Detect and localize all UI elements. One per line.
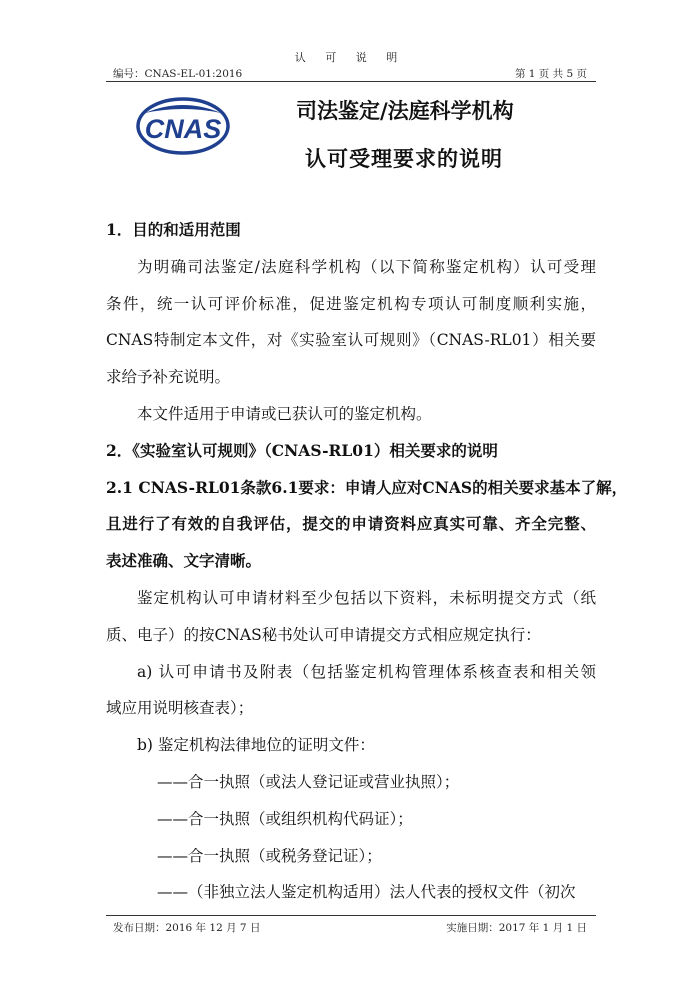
dash-item: ——合一执照（或法人登记证或营业执照）； — [157, 772, 460, 791]
list-item-a-cont: 域应用说明核查表）； — [106, 699, 254, 718]
logo-swoosh — [145, 105, 221, 113]
list-item-b: b) 鉴定机构法律地位的证明文件： — [137, 736, 375, 755]
section-2-heading: 2．《实验室认可规则》（CNAS-RL01）相关要求的说明 — [106, 440, 498, 460]
paragraph-line: 质、电子）的按CNAS秘书处认可申请提交方式相应规定执行： — [106, 625, 541, 644]
section-1-heading: 1．目的和适用范围 — [106, 220, 241, 239]
effective-date: 实施日期：2017 年 1 月 1 日 — [446, 922, 587, 934]
logo-text: CNAS — [144, 114, 222, 144]
document-title-line2: 认可受理要求的说明 — [305, 146, 503, 171]
footer-rule — [106, 915, 596, 916]
dash-item: ——合一执照（或组织机构代码证）； — [157, 809, 413, 828]
issue-date: 发布日期：2016 年 12 月 7 日 — [113, 922, 261, 934]
page-counter: 第 1 页 共 5 页 — [514, 68, 587, 80]
header-rule — [106, 81, 596, 82]
paragraph-line: 为明确司法鉴定/法庭科学机构（以下简称鉴定机构）认可受理 — [137, 257, 596, 276]
page-header-title: 认 可 说 明 — [294, 51, 406, 64]
paragraph-line: CNAS特制定本文件，对《实验室认可规则》（CNAS-RL01）相关要 — [106, 331, 596, 350]
list-item-a: a) 认可申请书及附表（包括鉴定机构管理体系核查表和相关领 — [137, 662, 596, 681]
clause-2-1-line: 表述准确、文字清晰。 — [106, 551, 262, 571]
paragraph-line: 鉴定机构认可申请材料至少包括以下资料，未标明提交方式（纸 — [137, 588, 596, 607]
clause-2-1-line: 且进行了有效的自我评估，提交的申请资料应真实可靠、齐全完整、 — [106, 514, 596, 534]
dash-item: ——合一执照（或税务登记证）； — [157, 846, 382, 865]
document-number: 编号：CNAS-EL-01:2016 — [113, 68, 243, 80]
document-title-line1: 司法鉴定/法庭科学机构 — [296, 98, 514, 123]
paragraph-line: 求给予补充说明。 — [106, 368, 231, 387]
cnas-logo — [133, 95, 233, 155]
clause-2-1-line: 2.1 CNAS-RL01条款6.1要求：申请人应对CNAS的相关要求基本了解， — [106, 477, 628, 497]
paragraph-line: 条件，统一认可评价标准，促进鉴定机构专项认可制度顺利实施， — [106, 294, 596, 313]
dash-item: ——（非独立法人鉴定机构适用）法人代表的授权文件（初次 — [157, 883, 576, 902]
document-body — [106, 212, 628, 911]
paragraph-line: 本文件适用于申请或已获认可的鉴定机构。 — [137, 404, 432, 423]
